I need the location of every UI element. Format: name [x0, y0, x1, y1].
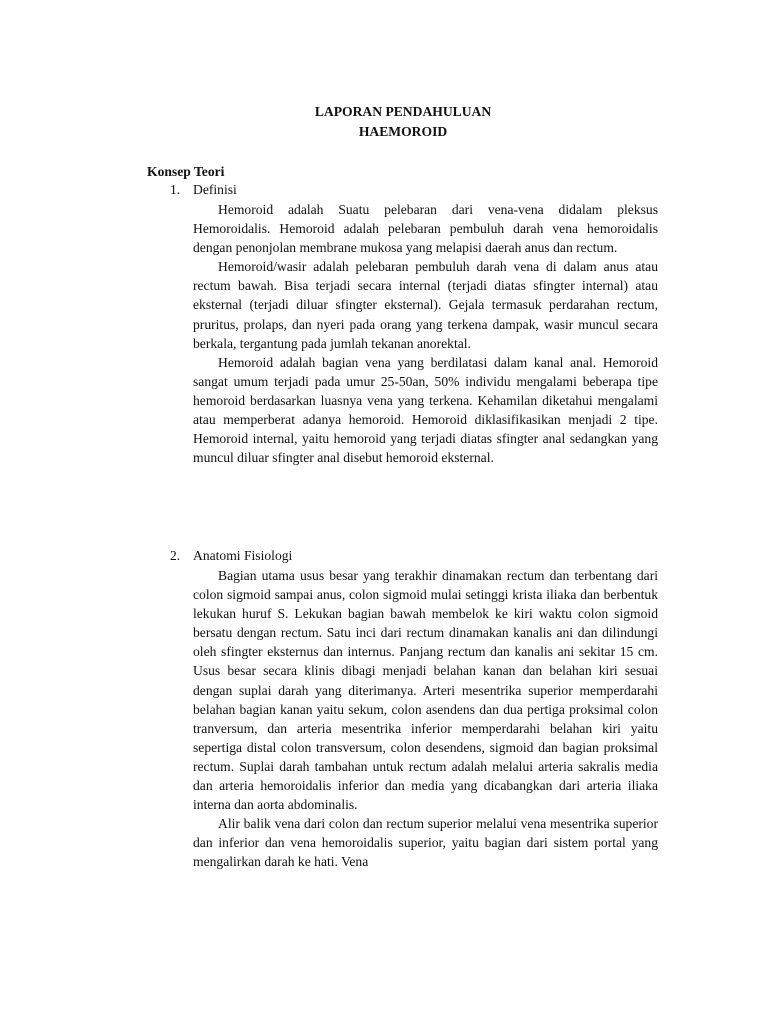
item-heading-anatomi-fisiologi [170, 546, 292, 565]
paragraph: Bagian utama usus besar yang terakhir dinamakan rectum dan terbentang dari colon sigmoid sampai anus, colon sigmoid mulai setinggi krista iliaka dan berbentuk lekukan huruf S. Lekukan bagian bawah membelok ke kiri waktu colon sigmoid bersatu dengan rectum. Satu inci dari rectum dinamakan kanalis ani dan dilindungi oleh sfingter eksternus dan internus. Panjang rectum dan kanalis ani sekitar 15 cm. Usus besar secara klinis dibagi menjadi belahan kanan dan belahan kiri sesuai dengan suplai darah yang diterimanya. Arteri mesentrika superior memperdarahi belahan bagian kanan yaitu sekum, colon asendens dan dua pertiga proksimal colon tranversum, dan arteria mesentrika inferior memperdarahi belahan kiri yaitu sepertiga distal colon transversum, colon desendens, sigmoid dan bagian proksimal rectum. Suplai darah tambahan untuk rectum adalah melalui arteria sakralis media dan arteria hemoroidalis inferior dan media yang dicabangkan dari arteria iliaka interna dan aorta abdominalis. [193, 568, 658, 813]
paragraph: Hemoroid/wasir adalah pelebaran pembuluh darah vena di dalam anus atau rectum bawah. Bisa terjadi secara internal (terjadi diatas sfingter internal) atau eksternal (terjadi diluar sfingter eksternal). Gejala termasuk perdarahan rectum, pruritus, prolaps, dan nyeri pada orang yang terkena dampak, wasir muncul secara berkala, tergantung pada jumlah tekanan anorektal. [193, 259, 658, 351]
paragraph: Hemoroid adalah Suatu pelebaran dari vena-vena didalam pleksus Hemoroidalis. Hemoroid adalah pelebaran pembuluh darah vena hemoroidalis dengan penonjolan membrane mukosa yang melapisi daerah anus dan rectum. [193, 202, 658, 256]
item-number: 1. [170, 182, 181, 197]
document-title: LAPORAN PENDAHULUAN [314, 104, 492, 119]
item-title: Definisi [193, 182, 237, 197]
paragraph: Hemoroid adalah bagian vena yang berdilatasi dalam kanal anal. Hemoroid sangat umum terjadi pada umur 25-50an, 50% individu mengalami beberapa tipe hemoroid berdasarkan luasnya vena yang terkena. Kehamilan diketahui mengalami atau memperberat adanya hemoroid. Hemoroid diklasifikasikan menjadi 2 tipe. Hemoroid internal, yaitu hemoroid yang terjadi diatas sfingter anal sedangkan yang muncul diluar sfingter anal disebut hemoroid eksternal. [193, 354, 658, 466]
paragraph: Alir balik vena dari colon dan rectum superior melalui vena mesentrika superior dan inferior dan vena hemoroidalis superior, yaitu bagian dari sistem portal yang mengalirkan darah ke hati. Vena [193, 816, 658, 870]
item-title: Anatomi Fisiologi [193, 548, 293, 563]
item-number: 2. [170, 548, 181, 563]
item-heading-definisi [170, 180, 237, 199]
section-heading: Konsep Teori [147, 164, 225, 179]
item-body-definisi [193, 200, 658, 467]
document-subtitle: HAEMOROID [358, 124, 448, 139]
item-body-anatomi-fisiologi [193, 566, 658, 872]
